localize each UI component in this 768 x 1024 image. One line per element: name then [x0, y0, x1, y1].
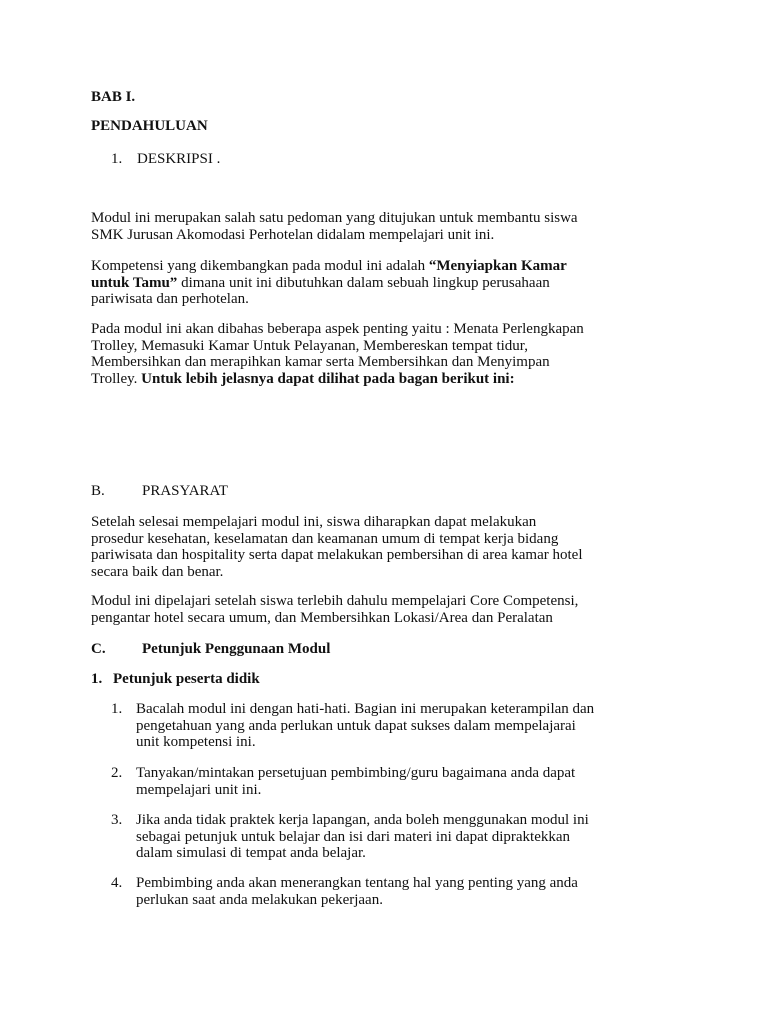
plain-text: Kompetensi yang dikembangkan pada modul ini adalah — [91, 258, 429, 274]
instruction-line: pengetahuan yang anda perlukan untuk dapat sukses dalam mempelajarai — [136, 717, 576, 734]
section-1-title: DESKRIPSI . — [137, 151, 221, 167]
section-b-letter: B. — [91, 483, 105, 499]
instruction-line: Tanyakan/mintakan persetujuan pembimbing/guru bagaimana anda dapat — [136, 765, 576, 781]
instruction-item — [136, 875, 578, 908]
instruction-line: dalam simulasi di tempat anda belajar. — [136, 845, 366, 861]
paragraph-line: prosedur kesehatan, keselamatan dan keamanan umum di tempat kerja bidang — [91, 530, 559, 547]
instruction-item — [136, 765, 575, 798]
section-1-number: 1. — [111, 151, 123, 167]
subsection-1-title: Petunjuk peserta didik — [113, 671, 260, 687]
section-b-title: PRASYARAT — [142, 483, 228, 499]
paragraph-line: Trolley, Memasuki Kamar Untuk Pelayanan, Membereskan tempat tidur, — [91, 337, 528, 354]
paragraph-line: Pada modul ini akan dibahas beberapa aspek penting yaitu : Menata Perlengkapan — [91, 321, 584, 337]
instruction-line: mempelajari unit ini. — [136, 781, 262, 798]
paragraph-line: Modul ini merupakan salah satu pedoman yang ditujukan untuk membantu siswa — [91, 210, 578, 226]
paragraph-line — [91, 371, 584, 388]
paragraph-line — [91, 275, 567, 292]
plain-text: Trolley. — [91, 370, 142, 387]
subsection-1-number: 1. — [91, 671, 103, 687]
paragraph-line — [91, 258, 567, 275]
kompetensi-paragraph — [91, 258, 567, 308]
instruction-item — [136, 701, 594, 751]
paragraph-line: pengantar hotel secara umum, dan Membersihkan Lokasi/Area dan Peralatan — [91, 609, 553, 626]
chapter-title: PENDAHULUAN — [91, 118, 208, 134]
aspek-paragraph — [91, 321, 584, 387]
instruction-line: perlukan saat anda melakukan pekerjaan. — [136, 891, 383, 908]
instruction-line: unit kompetensi ini. — [136, 734, 256, 750]
instruction-number: 2. — [111, 765, 123, 781]
prasyarat-paragraph-2 — [91, 593, 578, 626]
instruction-line: Pembimbing anda akan menerangkan tentang hal yang penting yang anda — [136, 875, 578, 891]
paragraph-line: Membersihkan dan merapihkan kamar serta Membersihkan dan Menyimpan — [91, 354, 550, 370]
paragraph-line: Setelah selesai mempelajari modul ini, siswa diharapkan dapat melakukan — [91, 514, 537, 530]
bold-text: Untuk lebih jelasnya dapat dilihat pada bagan berikut ini: — [141, 370, 515, 387]
instruction-number: 1. — [111, 701, 123, 717]
module-title-emphasis: “Menyiapkan Kamar — [428, 258, 567, 274]
paragraph-line: SMK Jurusan Akomodasi Perhotelan didalam mempelajari unit ini. — [91, 226, 495, 243]
instruction-line: Bacalah modul ini dengan hati-hati. Bagian ini merupakan keterampilan dan — [136, 701, 595, 717]
instruction-number: 3. — [111, 812, 123, 828]
deskripsi-paragraph — [91, 210, 578, 243]
module-title-emphasis: untuk Tamu” — [91, 274, 178, 291]
plain-text: dimana unit ini dibutuhkan dalam sebuah lingkup perusahaan — [177, 274, 550, 291]
section-c-title: Petunjuk Penggunaan Modul — [142, 641, 331, 657]
instruction-item — [136, 812, 589, 862]
section-c-letter: C. — [91, 641, 106, 657]
chapter-label: BAB I. — [91, 89, 136, 105]
paragraph-line: pariwisata dan hospitality serta dapat melakukan pembersihan di area kamar hotel — [91, 547, 583, 563]
paragraph-line: Modul ini dipelajari setelah siswa terlebih dahulu mempelajari Core Competensi, — [91, 593, 579, 609]
instruction-line: sebagai petunjuk untuk belajar dan isi dari materi ini dapat dipraktekkan — [136, 828, 571, 845]
instruction-line: Jika anda tidak praktek kerja lapangan, anda boleh menggunakan modul ini — [136, 812, 589, 828]
prasyarat-paragraph-1 — [91, 514, 582, 580]
paragraph-line: pariwisata dan perhotelan. — [91, 291, 249, 307]
instruction-number: 4. — [111, 875, 123, 891]
paragraph-line: secara baik dan benar. — [91, 563, 224, 580]
